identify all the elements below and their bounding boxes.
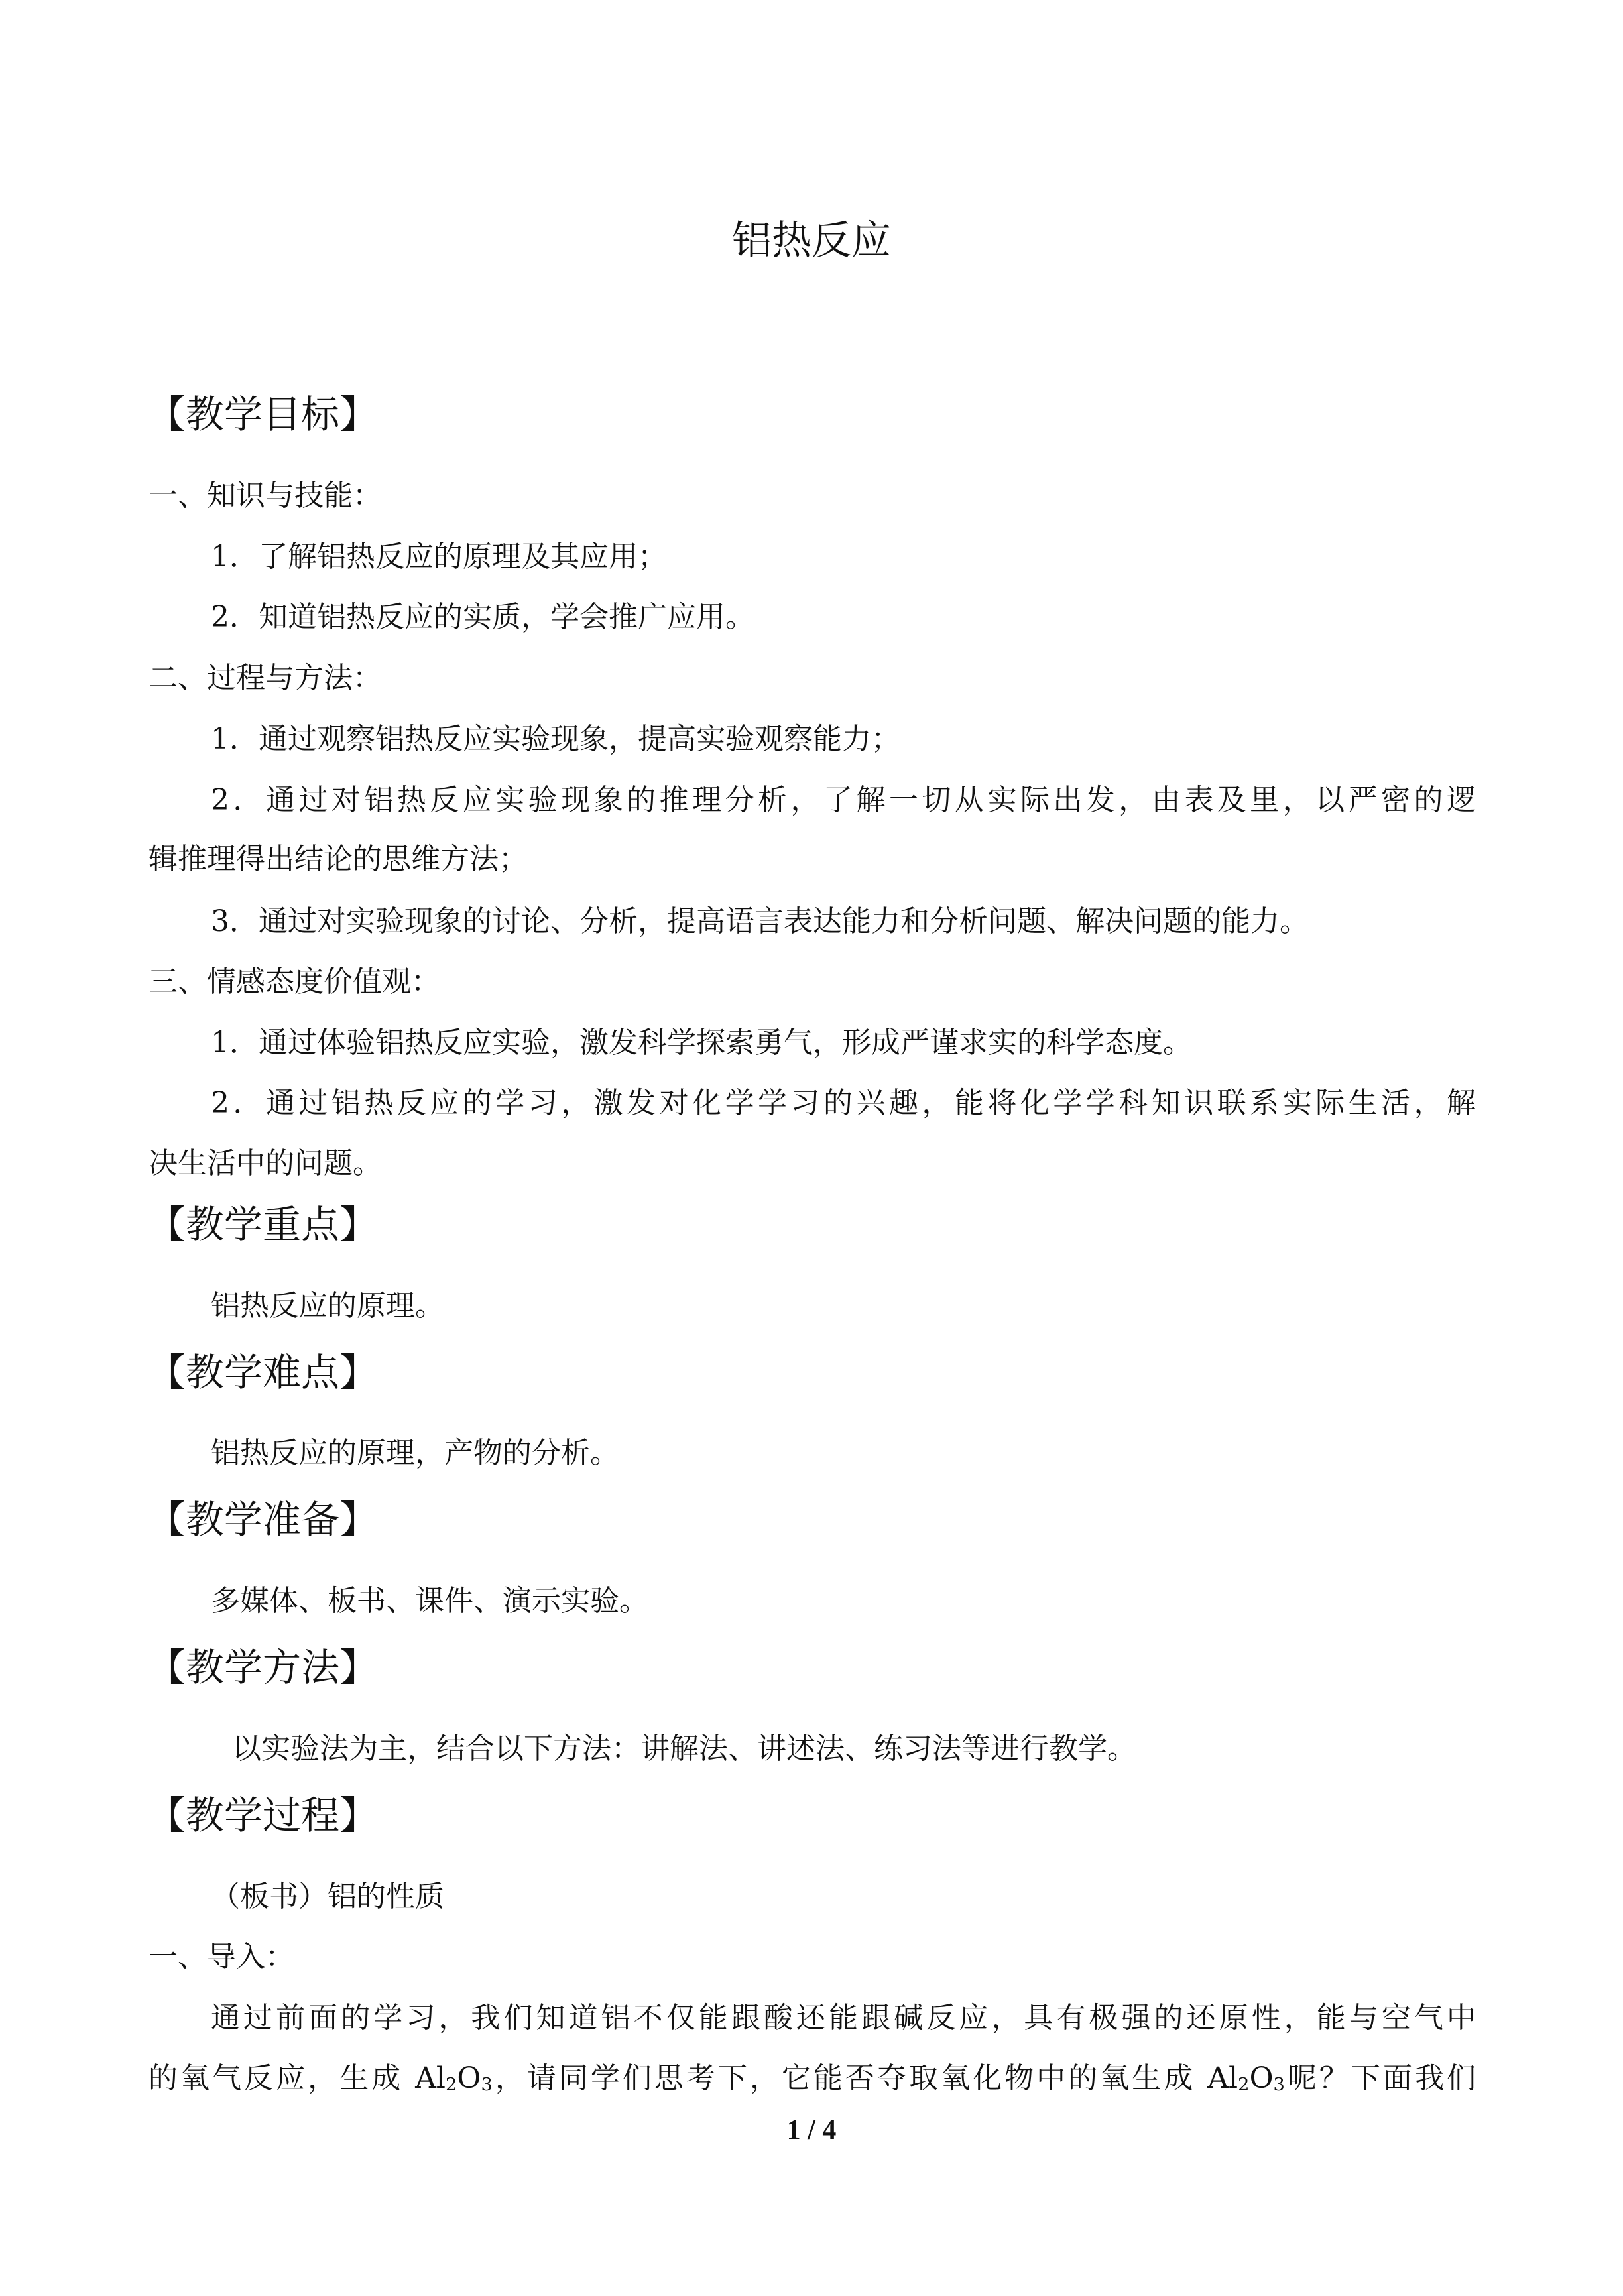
board-note: （板书）铝的性质 [211, 1880, 444, 1913]
subsection-label-emotion: 三、情感态度价值观： [149, 965, 440, 998]
list-item: 2．知道铝热反应的实质，学会推广应用。 [211, 600, 754, 634]
section-heading-methods: 【教学方法】 [147, 1645, 379, 1690]
document-title: 铝热反应 [732, 217, 891, 264]
subsection-label-process: 二、过程与方法： [149, 661, 382, 695]
subsection-label-knowledge: 一、知识与技能： [149, 479, 382, 513]
list-item: 2．通过对铝热反应实验现象的推理分析，了解一切从实际出发，由表及里，以严密的逻 [211, 783, 1476, 817]
section-heading-objectives: 【教学目标】 [147, 392, 379, 437]
section-text-methods: 以实验法为主，结合以下方法：讲解法、讲述法、练习法等进行教学。 [232, 1732, 1136, 1766]
list-item: 1．通过体验铝热反应实验，激发科学探索勇气，形成严谨求实的科学态度。 [211, 1026, 1192, 1059]
page-number: 1 / 4 [786, 2115, 837, 2145]
list-item-continuation: 辑推理得出结论的思维方法； [149, 842, 528, 876]
intro-paragraph-line: 的氧气反应，生成 $Al_2O_3$，请同学们思考下，它能否夺取氧化物中的氧生成 $Al_2O_3$呢？下面我们 [149, 2061, 1476, 2096]
section-text-key-points: 铝热反应的原理。 [211, 1289, 444, 1323]
section-text-difficulties: 铝热反应的原理，产物的分析。 [211, 1436, 619, 1470]
intro-paragraph-line: 通过前面的学习，我们知道铝不仅能跟酸还能跟碱反应，具有极强的还原性，能与空气中 [211, 2001, 1476, 2035]
section-heading-key-points: 【教学重点】 [147, 1202, 379, 1247]
list-item: 1．了解铝热反应的原理及其应用； [211, 540, 667, 574]
section-text-preparation: 多媒体、板书、课件、演示实验。 [211, 1584, 648, 1618]
section-heading-preparation: 【教学准备】 [147, 1497, 379, 1542]
list-item: 3．通过对实验现象的讨论、分析，提高语言表达能力和分析问题、解决问题的能力。 [211, 904, 1309, 938]
section-heading-process: 【教学过程】 [147, 1793, 379, 1838]
section-heading-difficulties: 【教学难点】 [147, 1350, 379, 1395]
list-item-continuation: 决生活中的问题。 [149, 1146, 382, 1180]
list-item: 2．通过铝热反应的学习，激发对化学学习的兴趣，能将化学学科知识联系实际生活，解 [211, 1086, 1476, 1120]
intro-label: 一、导入： [149, 1940, 294, 1974]
list-item: 1．通过观察铝热反应实验现象，提高实验观察能力； [211, 722, 900, 756]
